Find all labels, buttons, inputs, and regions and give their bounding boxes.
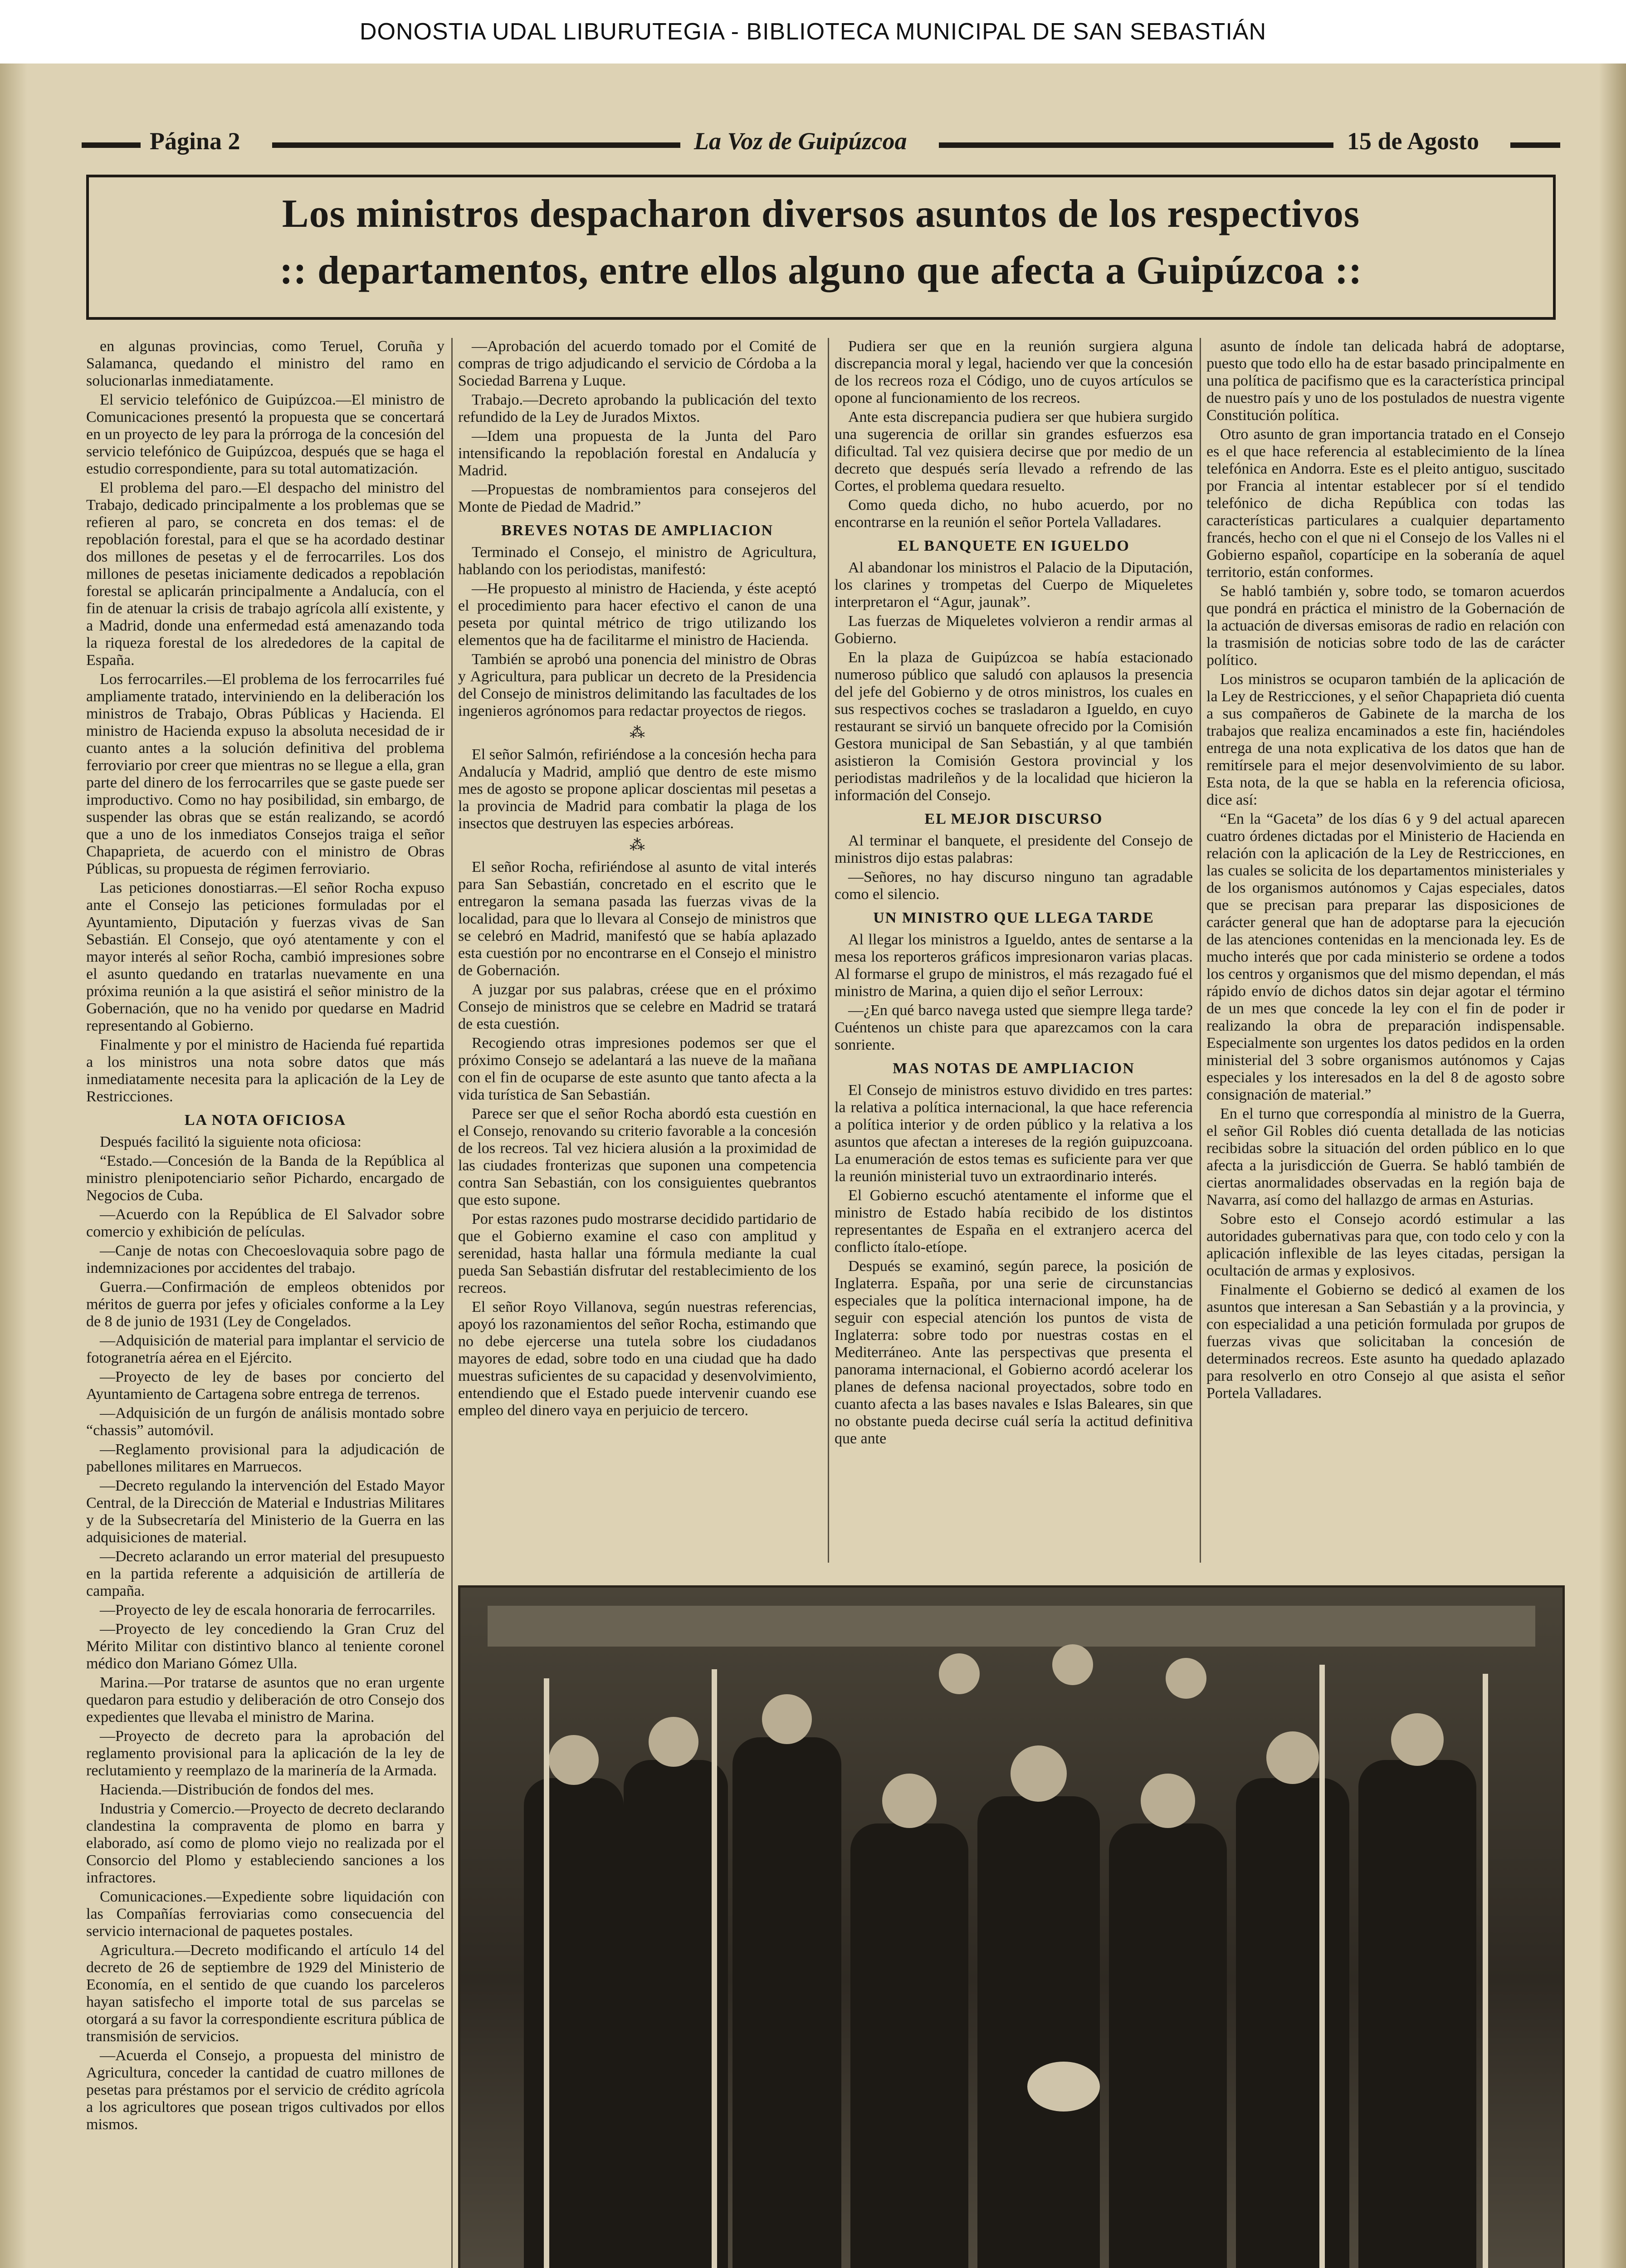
article-paragraph: —Proyecto de ley concediendo la Gran Cruz del Mérito Militar con distintivo blanco al teniente coronel médico don Mariano Gómez Ulla. — [86, 1621, 444, 1672]
article-paragraph: A juzgar por sus palabras, créese que en el próximo Consejo de ministros que se celebre en Madrid se tratará de esta cuestión. — [458, 981, 816, 1032]
article-paragraph: —Acuerdo con la República de El Salvador sobre comercio y exhibición de películas. — [86, 1206, 444, 1240]
running-head-rule — [939, 142, 1333, 148]
article-paragraph: El señor Royo Villanova, según nuestras referencias, apoyó los razonamientos del señor Rocha, estimando que no debe ejercerse una tutela sobre los ciudadanos mayores de edad, sobre todo en una ciudad que ha dado muestras suficientes de su capacidad y desenvolvimiento, entendiendo que el Estado puede intervenir cuando ese empleo del dinero vaya en perjuicio de tercero. — [458, 1299, 816, 1419]
newspaper-name: La Voz de Guipúzcoa — [694, 127, 907, 155]
article-paragraph: Se habló también y, sobre todo, se tomaron acuerdos que pondrá en práctica el ministro de la Gobernación de la actuación de diversas emisoras de radio en relación con la trasmisión de noticias sobre todo de las de carácter político. — [1206, 583, 1565, 669]
article-paragraph: —Señores, no hay discurso ninguno tan agradable como el silencio. — [835, 869, 1193, 903]
article-paragraph: Parece ser que el señor Rocha abordó esta cuestión en el Consejo, renovando su criterio favorable a la concesión de los recreos. Tal vez hiciera alusión a la proximidad de las ciudades fronterizas que suponen una competencia contra San Sebastián, con los consiguientes quebrantos que esto supone. — [458, 1105, 816, 1208]
article-paragraph: en algunas provincias, como Teruel, Coruña y Salamanca, quedando el ministro del ramo en solucionarlas inmediatamente. — [86, 338, 444, 389]
article-paragraph: Guerra.—Confirmación de empleos obtenidos por méritos de guerra por jefes y oficiales conforme a la Ley de 8 de junio de 1931 (Ley de Congelados. — [86, 1279, 444, 1330]
article-paragraph: Marina.—Por tratarse de asuntos que no eran urgente quedaron para estudio y deliberación de otro Consejo dos expedientes que llevaba el ministro de Marina. — [86, 1674, 444, 1725]
running-head-rule — [82, 142, 141, 148]
article-paragraph: —Idem una propuesta de la Junta del Paro intensificando la repoblación forestal en Andalucía y Madrid. — [458, 428, 816, 479]
section-heading: MAS NOTAS DE AMPLIACION — [893, 1060, 1135, 1077]
article-paragraph: En la plaza de Guipúzcoa se había estacionado numeroso público que saludó con aplausos la presencia del jefe del Gobierno y de otros ministros, los cuales en sus respectivos coches se trasladaron a Igueldo, en cuyo restaurant se sirvió un banquete ofrecido por la Comisión Gestora municipal de San Sebastián, y al que también asistieron la Comisión Gestora provincial y los periodistas madrileños y de la localidad que hicieron la información del Consejo. — [835, 649, 1193, 804]
article-paragraph: Trabajo.—Decreto aprobando la publicación del texto refundido de la Ley de Jurados Mixtos. — [458, 391, 816, 425]
article-paragraph: Por estas razones pudo mostrarse decidido partidario de que el Gobierno examine el caso con amplitud y serenidad, hasta hallar una fórmula mediante la cual pueda San Sebastián disfrutar del restablecimiento de los recreos. — [458, 1211, 816, 1296]
article-paragraph: —Proyecto de decreto para la aprobación del reglamento provisional para la aplicación de la ley de reclutamiento y reemplazo de la marinería de la Armada. — [86, 1728, 444, 1779]
article-column-4 — [1206, 338, 1565, 1572]
article-paragraph: Ante esta discrepancia pudiera ser que hubiera surgido una sugerencia de orillar sin grandes esfuerzos esa dificultad. Tal vez quisiera decirse que por medio de un decreto que después sería llevado a refrendo de las Cortes, el problema quedara resuelto. — [835, 409, 1193, 494]
column-divider — [1200, 338, 1201, 1563]
article-paragraph: Al abandonar los ministros el Palacio de la Diputación, los clarines y trompetas del Cuerpo de Miqueletes interpretaron el “Agur, jaunak”. — [835, 559, 1193, 611]
article-paragraph: Hacienda.—Distribución de fondos del mes. — [100, 1781, 374, 1798]
column-divider — [451, 338, 453, 2268]
article-paragraph: Finalmente el Gobierno se dedicó al examen de los asuntos que interesan a San Sebastián y a la provincia, y con especialidad a una petición formulada por grupos de fuerzas vivas que solicitaban la concesión de determinados recreos. Este asunto ha quedado aplazado para resolverlo en otro Consejo al que asista el señor Portela Valladares. — [1206, 1281, 1565, 1402]
article-paragraph: El problema del paro.—El despacho del ministro del Trabajo, dedicado principalmente a los problemas que se refieren al paro, se concreta en dos temas: el de repoblación forestal, para el que se ha acordado destinar dos millones de pesetas y el de ferrocarriles. Los dos millones de pesetas iniciamente dedicados a repoblación forestal se aplicarán principalmente a Andalucía, con el fin de atenuar la crisis de trabajo agrícola allí existente, y a Madrid, donde una enfermedad está amenazando toda la riqueza forestal de los alrededores de la capital de España. — [86, 479, 444, 669]
article-paragraph: En el turno que correspondía al ministro de la Guerra, el señor Gil Robles dió cuenta detallada de las noticias recibidas sobre la situación del orden público en lo que afecta a la jurisdicción de Guerra. Se habló también de ciertas anormalidades observadas en la región baja de Navarra, así como del hallazgo de armas en Asturias. — [1206, 1105, 1565, 1208]
article-paragraph: —Acuerda el Consejo, a propuesta del ministro de Agricultura, conceder la cantidad de cuatro millones de pesetas para préstamos por el servicio de crédito agrícola a los agricultores que posean trigos cultivados por ellos mismos. — [86, 2047, 444, 2133]
article-paragraph: El servicio telefónico de Guipúzcoa.—El ministro de Comunicaciones presentó la propuesta que se concertará en un proyecto de ley para la prórroga de la concesión del servicio telefónico de Guipúzcoa, después que se haga el estudio correspondiente, para su total automatización. — [86, 391, 444, 477]
article-paragraph: —Decreto regulando la intervención del Estado Mayor Central, de la Dirección de Material e Industrias Militares y de la Subsecretaría del Ministerio de la Guerra en las adquisiciones de material. — [86, 1477, 444, 1546]
page-number: Página 2 — [150, 127, 240, 155]
article-paragraph: Las fuerzas de Miqueletes volvieron a rendir armas al Gobierno. — [835, 613, 1193, 647]
article-paragraph: También se aprobó una ponencia del ministro de Obras y Agricultura, para publicar un decreto de la Presidencia del Consejo de ministros delimitando las facultades de los ingenieros agrónomos para redactar proyectos de riegos. — [458, 651, 816, 719]
article-paragraph: Como queda dicho, no hubo acuerdo, por no encontrarse en la reunión el señor Portela Valladares. — [835, 497, 1193, 531]
sheet-edge-right — [1599, 64, 1626, 2268]
article-paragraph: Industria y Comercio.—Proyecto de decreto declarando clandestina la compraventa de plomo en barra y elaborado, así como de plomo viejo no realizada por el Consorcio del Plomo y estableciendo sanciones a los infractores. — [86, 1800, 444, 1886]
article-column-2 — [458, 338, 816, 1572]
article-paragraph: Sobre esto el Consejo acordó estimular a las autoridades gubernativas para que, con todo celo y con la aplicación inflexible de las leyes citadas, persigan la ocultación de armas y explosivos. — [1206, 1211, 1565, 1279]
running-head-rule — [1510, 142, 1560, 148]
article-paragraph: —Decreto aclarando un error material del presupuesto en la partida referente a adquisición de artillería de campaña. — [86, 1548, 444, 1599]
article-paragraph: Al llegar los ministros a Igueldo, antes de sentarse a la mesa los reporteros gráficos impresionaron varias placas. Al formarse el grupo de ministros, el más rezagado fué el ministro de Marina, a quien dijo el señor Lerroux: — [835, 931, 1193, 1000]
article-paragraph: —Reglamento provisional para la adjudicación de pabellones militares en Marruecos. — [86, 1441, 444, 1475]
article-paragraph: El señor Salmón, refiriéndose a la concesión hecha para Andalucía y Madrid, amplió que dentro de este mismo mes de agosto se propone aplicar doscientas mil pesetas a la provincia de Madrid para combatir la plaga de los insectos que destruyen las especies arbóreas. — [458, 746, 816, 832]
article-paragraph: Pudiera ser que en la reunión surgiera alguna discrepancia moral y legal, haciendo ver que la concesión de los recreos roza el Código, uno de cuyos artículos se opone al funcionamiento de los recreos. — [835, 338, 1193, 406]
article-paragraph: “En la “Gaceta” de los días 6 y 9 del actual aparecen cuatro órdenes dictadas por el Ministerio de Hacienda en relación con la aplicación de la Ley de Restricciones, en las cuales se solicita de los departamentos ministeriales y de los organismos autónomos y Cajas especiales, datos que se precisan para preparar las disposiciones de carácter general que han de adoptarse para la ejecución de las atenciones contenidas en la mencionada ley. Es de mucho interés que por cada ministerio se ordene a todos los centros y organismos que del mismo dependan, el más rápido envío de dichos datos sin dejar agotar el término de un mes que concede la ley con el fin de poder ir realizando la obra de preparación indispensable. Especialmente son urgentes los datos pedidos en la orden ministerial del 3 sobre organismos autónomos y Cajas especiales y los interesados en la del 8 de agosto sobre consignación de material.” — [1206, 811, 1565, 1103]
running-head-rule — [272, 142, 680, 148]
section-ornament: ⁂ — [630, 837, 645, 854]
article-paragraph: —Propuestas de nombramientos para consejeros del Monte de Piedad de Madrid.” — [458, 481, 816, 515]
article-paragraph: Recogiendo otras impresiones podemos ser que el próximo Consejo se adelantará a las nueve de la mañana con el fin de ocuparse de este asunto que tanto afecta a la vida turística de San Sebastián. — [458, 1035, 816, 1103]
article-column-3 — [835, 338, 1193, 1572]
article-paragraph: Al terminar el banquete, el presidente del Consejo de ministros dijo estas palabras: — [835, 832, 1193, 866]
article-paragraph: —Proyecto de ley de escala honoraria de ferrocarriles. — [100, 1602, 436, 1618]
article-column-1 — [86, 338, 444, 2268]
section-heading: EL BANQUETE EN IGUELDO — [898, 538, 1130, 554]
article-paragraph: Los ministros se ocuparon también de la aplicación de la Ley de Restricciones, y el señor Chapaprieta dió cuenta a sus compañeros de Gabinete de la marcha de los trabajos que realiza encaminados a este fin, haciéndoles entrega de una nota explicativa de los datos que han de remitírsele para el mejor desenvolvimiento de su labor. Esta nota, de la que se habla en la referencia oficiosa, dice así: — [1206, 671, 1565, 808]
headline-box — [86, 175, 1556, 320]
article-paragraph: Finalmente y por el ministro de Hacienda fué repartida a los ministros una nota sobre datos que más inmediatamente necesita para la aplicación de la Ley de Restricciones. — [86, 1036, 444, 1105]
headline-line-2: :: departamentos, entre ellos alguno que afecta a Guipúzcoa :: — [279, 249, 1362, 293]
issue-date: 15 de Agosto — [1347, 127, 1480, 155]
article-paragraph: “Estado.—Concesión de la Banda de la República al ministro plenipotenciario señor Pichardo, encargado de Negocios de Cuba. — [86, 1153, 444, 1204]
article-paragraph: —Proyecto de ley de bases por concierto del Ayuntamiento de Cartagena sobre entrega de terrenos. — [86, 1369, 444, 1403]
photo-group-of-officials — [460, 1588, 1563, 2268]
article-paragraph: El Gobierno escuchó atentamente el informe que el ministro de Estado había recibido de los distintos representantes de España en el extranjero acerca del conflicto ítalo-etíope. — [835, 1187, 1193, 1256]
section-heading: UN MINISTRO QUE LLEGA TARDE — [873, 909, 1154, 926]
article-paragraph: Los ferrocarriles.—El problema de los ferrocarriles fué ampliamente tratado, interviniendo en la deliberación los ministros de Trabajo, Obras Públicas y Hacienda. El ministro de Hacienda expuso la absoluta necesidad de ir cuanto antes a la solución definitiva del problema ferroviario por creer que mientras no se llegue a ella, gran parte del dinero de los ferrocarriles que se gaste puede ser improductivo. Como no hay posibilidad, sin embargo, de suspender las obras que se están realizando, se acordó que a uno de los inmediatos Consejos traiga el señor Chapaprieta, de acuerdo con el ministro de Obras Públicas, su propuesta de régimen ferroviario. — [86, 671, 444, 877]
article-paragraph: Comunicaciones.—Expediente sobre liquidación con las Compañías ferroviarias como consecuencia del servicio internacional de paquetes postales. — [86, 1888, 444, 1940]
article-paragraph: Otro asunto de gran importancia tratado en el Consejo es el que hace referencia al establecimiento de la línea telefónica en Andorra. Este es el pleito antiguo, suscitado por Francia al intentar establecer por sí el tendido telefónico de dicha República con todas las características particulares a cualquier departamento francés, hecho con el que ni el Consejo de los Valles ni el Gobierno español, copartícipe en la soberanía de aquel territorio, están conformes. — [1206, 426, 1565, 581]
article-paragraph: asunto de índole tan delicada habrá de adoptarse, puesto que todo ello ha de estar basado principalmente en una política de pacifismo que es la característica principal de nuestro país y uno de los postulados de nuestra vigente Constitución política. — [1206, 338, 1565, 424]
article-paragraph: Terminado el Consejo, el ministro de Agricultura, hablando con los periodistas, manifestó: — [458, 544, 816, 578]
article-paragraph: El señor Rocha, refiriéndose al asunto de vital interés para San Sebastián, concretado en el escrito que le entregaron la semana pasada las fuerzas vivas de la localidad, para que lo llevara al Consejo de ministros que se celebró en Madrid, manifestó que se había aplazado esta cuestión por no encontrarse en el Consejo el ministro de Gobernación. — [458, 859, 816, 979]
article-paragraph: Agricultura.—Decreto modificando el artículo 14 del decreto de 26 de septiembre de 1929 del Ministerio de Economía, en el sentido de que cuando los parceleros hayan satisfecho el importe total de sus parcelas se otorgará a su favor la correspondiente escritura pública de transmisión de servicios. — [86, 1942, 444, 2045]
section-heading: LA NOTA OFICIOSA — [184, 1112, 347, 1129]
article-paragraph: —Canje de notas con Checoeslovaquia sobre pago de indemnizaciones por accidentes del trabajo. — [86, 1242, 444, 1276]
article-paragraph: —Adquisición de un furgón de análisis montado sobre “chassis” automóvil. — [86, 1405, 444, 1439]
article-paragraph: Las peticiones donostiarras.—El señor Rocha expuso ante el Consejo las peticiones formuladas por el Ayuntamiento, Diputación y fuerzas vivas de San Sebastián. El Consejo, que oyó atentamente y con el mayor interés al señor Rocha, cambió impresiones sobre el asunto quedando en tratarlas nuevamente en una próxima reunión a la que asistirá el señor ministro de la Gobernación, que no ha venido por quedarse en Madrid representando al Gobierno. — [86, 880, 444, 1034]
article-paragraph: —Aprobación del acuerdo tomado por el Comité de compras de trigo adjudicando el servicio de Córdoba a la Sociedad Barrena y Luque. — [458, 338, 816, 389]
section-ornament: ⁂ — [630, 724, 645, 741]
section-heading: BREVES NOTAS DE AMPLIACION — [501, 522, 774, 539]
sheet-edge-left — [0, 64, 27, 2268]
column-divider — [828, 338, 829, 1563]
headline-line-1: Los ministros despacharon diversos asuntos de los respectivos — [282, 192, 1360, 236]
article-paragraph: El Consejo de ministros estuvo dividido en tres partes: la relativa a política internacional, la que hace referencia a política interior y de orden público y la relativa a los asuntos que afectan a intereses de la región guipuzcoana. La enumeración de estos temas es suficiente para ver que la reunión ministerial tuvo un extraordinario interés. — [835, 1082, 1193, 1185]
archive-banner-text: DONOSTIA UDAL LIBURUTEGIA - BIBLIOTECA MUNICIPAL DE SAN SEBASTIÁN — [359, 19, 1267, 45]
article-paragraph: Después se examinó, según parece, la posición de Inglaterra. España, por una serie de circunstancias especiales que la política internacional impone, ha de seguir con especial atención los puntos de vista de Inglaterra: sobre todo por nuestras costas en el Mediterráneo. Ante las perspectivas que presenta el panorama internacional, el Gobierno acordó acelerar los planes de defensa nacional proyectados, sobre todo en cuanto afecta a las bases navales e Islas Baleares, sin que no obstante pueda decirse cuál sería la actitud definitiva que ante — [835, 1258, 1193, 1447]
article-paragraph: Después facilitó la siguiente nota oficiosa: — [100, 1134, 361, 1150]
running-head — [82, 122, 1560, 172]
article-paragraph: —Adquisición de material para implantar el servicio de fotogranetría aérea en el Ejército. — [86, 1332, 444, 1366]
news-photograph — [458, 1585, 1565, 2268]
archive-banner — [0, 0, 1626, 64]
section-heading: EL MEJOR DISCURSO — [924, 811, 1103, 827]
article-paragraph: —¿En qué barco navega usted que siempre llega tarde? Cuéntenos un chiste para que aparezcamos con la cara sonriente. — [835, 1002, 1193, 1053]
article-paragraph: —He propuesto al ministro de Hacienda, y éste aceptó el procedimiento para hacer efectivo el canon de una peseta por quintal métrico de trigo utilizando los elementos que ha de facilitarme el ministro de Hacienda. — [458, 580, 816, 649]
